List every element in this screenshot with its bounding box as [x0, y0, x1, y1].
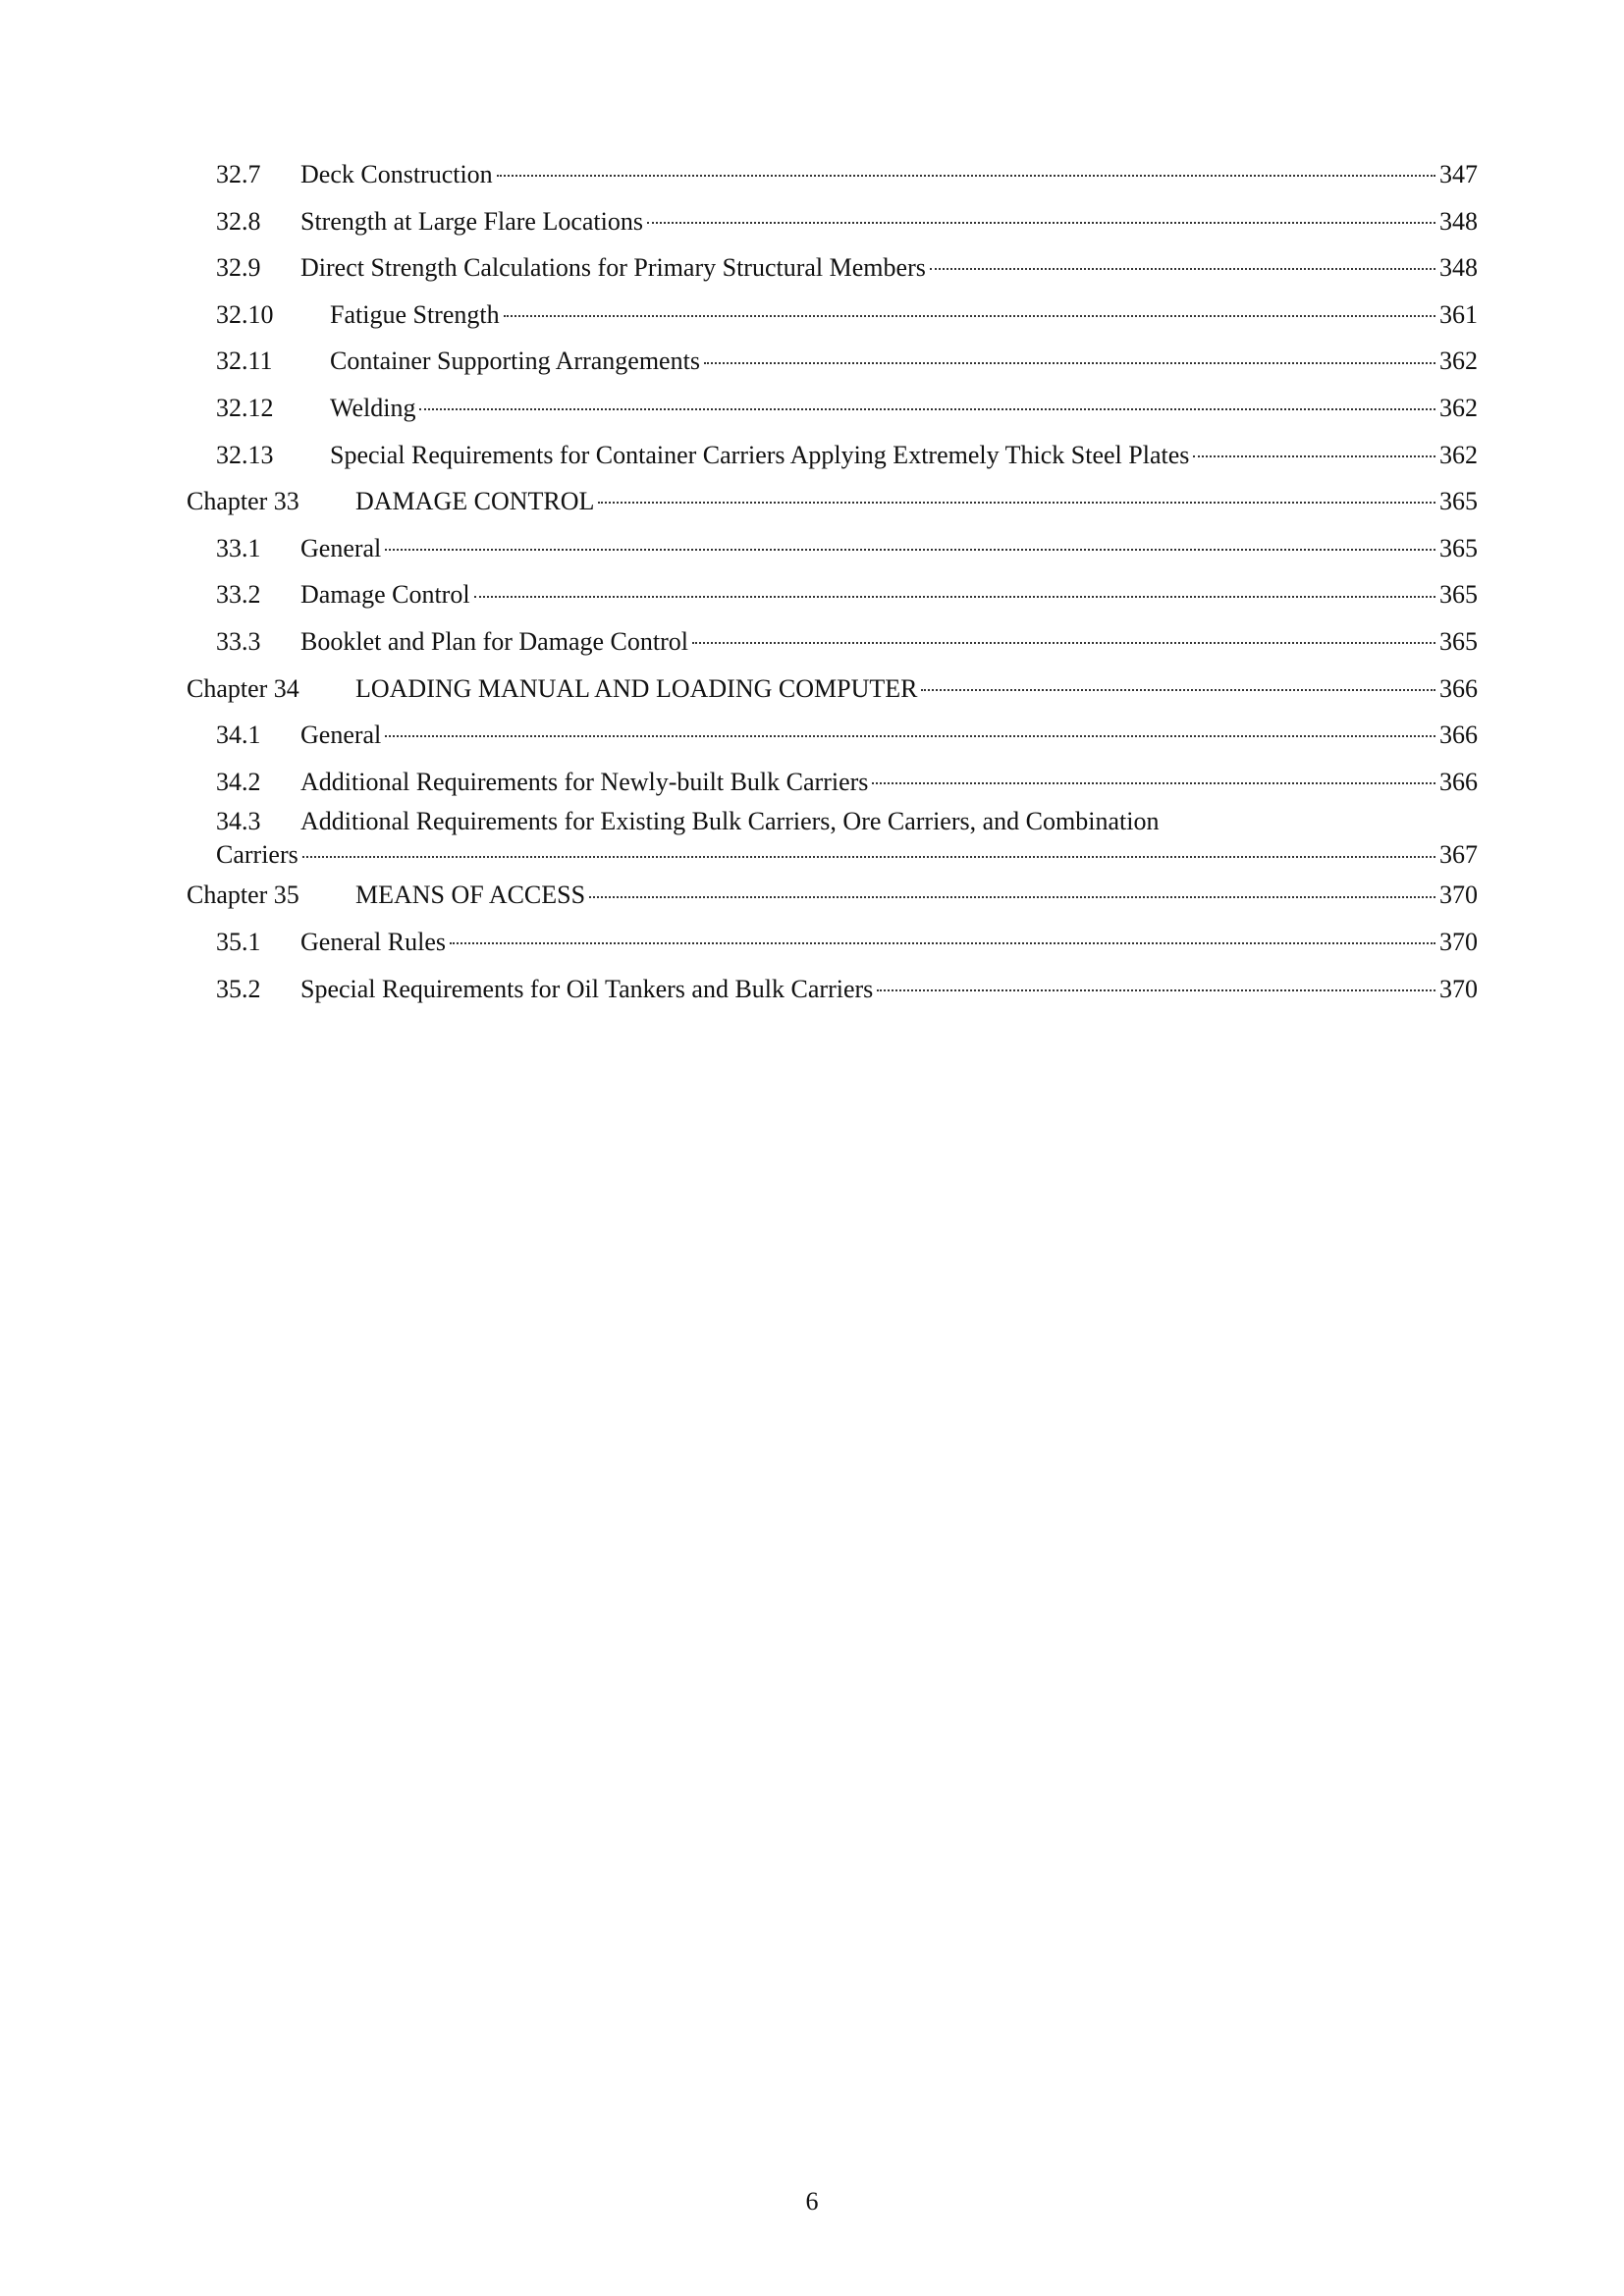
toc-entry[interactable] — [187, 432, 1478, 479]
section-number: 33.1 — [216, 533, 261, 562]
toc-entry[interactable] — [187, 385, 1478, 432]
table-of-contents — [187, 151, 1478, 1012]
section-number: 32.12 — [216, 393, 274, 422]
section-title: General Rules — [300, 927, 447, 956]
chapter-number: Chapter 34 — [187, 673, 299, 703]
page-ref: 348 — [1439, 253, 1478, 283]
section-title: Special Requirements for Oil Tankers and Bulk Carriers — [300, 974, 874, 1003]
dot-leader — [497, 174, 1435, 177]
toc-entry[interactable] — [187, 618, 1478, 666]
toc-entry[interactable] — [187, 244, 1478, 292]
toc-entry[interactable] — [187, 525, 1478, 572]
section-number: 32.13 — [216, 440, 274, 469]
section-title: General — [300, 721, 382, 750]
section-title: Additional Requirements for Newly-built Bulk Carriers — [300, 767, 869, 796]
section-number: 32.7 — [216, 160, 261, 188]
chapter-number: Chapter 35 — [187, 881, 299, 910]
dot-leader — [647, 221, 1435, 224]
section-title: Fatigue Strength — [330, 299, 500, 329]
page-ref: 366 — [1439, 673, 1478, 703]
section-number: 33.2 — [216, 580, 261, 610]
page-ref: 362 — [1439, 393, 1478, 422]
page-ref: 370 — [1439, 927, 1478, 956]
toc-entry[interactable] — [187, 966, 1478, 1013]
dot-leader — [877, 988, 1435, 991]
page-ref: 347 — [1439, 160, 1478, 188]
section-title: Damage Control — [300, 580, 470, 610]
page-ref: 365 — [1439, 533, 1478, 562]
dot-leader — [474, 595, 1435, 598]
section-number: 32.11 — [216, 347, 273, 376]
dot-leader — [598, 501, 1435, 504]
chapter-title: MEANS OF ACCESS — [355, 881, 586, 910]
page-number: 6 — [805, 2187, 819, 2216]
dot-leader — [1193, 454, 1435, 457]
page-ref: 367 — [1439, 840, 1478, 870]
toc-entry[interactable] — [187, 712, 1478, 759]
toc-entry[interactable] — [187, 759, 1478, 806]
chapter-title: LOADING MANUAL AND LOADING COMPUTER — [355, 673, 918, 703]
dot-leader — [504, 314, 1435, 317]
page-ref: 366 — [1439, 721, 1478, 750]
page-ref: 362 — [1439, 440, 1478, 469]
dot-leader — [692, 641, 1435, 644]
section-title: Strength at Large Flare Locations — [300, 206, 643, 236]
section-title: Special Requirements for Container Carriers Applying Extremely Thick Steel Plates — [330, 440, 1190, 469]
toc-entry[interactable] — [187, 338, 1478, 385]
toc-entry[interactable] — [187, 151, 1478, 198]
section-title: Welding — [330, 393, 416, 422]
section-number: 34.3 — [216, 807, 261, 836]
section-number: 35.1 — [216, 927, 261, 956]
page-ref: 362 — [1439, 347, 1478, 376]
section-number: 35.2 — [216, 974, 261, 1003]
toc-entry[interactable] — [187, 919, 1478, 966]
dot-leader — [872, 781, 1435, 784]
toc-chapter-entry[interactable] — [187, 872, 1478, 919]
toc-entry[interactable] — [187, 292, 1478, 339]
page-ref: 348 — [1439, 206, 1478, 236]
page-ref: 365 — [1439, 580, 1478, 610]
dot-leader — [589, 895, 1435, 898]
section-title-continued: Carriers — [216, 840, 298, 870]
dot-leader — [385, 548, 1435, 551]
section-number: 32.9 — [216, 253, 261, 283]
dot-leader — [450, 941, 1435, 944]
toc-entry[interactable] — [187, 571, 1478, 618]
toc-entry[interactable] — [187, 198, 1478, 245]
section-number: 33.3 — [216, 626, 261, 656]
section-number: 32.8 — [216, 206, 261, 236]
section-title: Deck Construction — [300, 160, 493, 188]
section-title: General — [300, 533, 382, 562]
page-ref: 365 — [1439, 487, 1478, 516]
section-title: Container Supporting Arrangements — [330, 347, 700, 376]
toc-chapter-entry[interactable] — [187, 666, 1478, 713]
dot-leader — [302, 855, 1435, 858]
chapter-title: DAMAGE CONTROL — [355, 487, 595, 516]
page-ref: 370 — [1439, 881, 1478, 910]
section-number: 34.1 — [216, 721, 261, 750]
section-title: Booklet and Plan for Damage Control — [300, 626, 688, 656]
toc-entry[interactable] — [187, 805, 1478, 872]
dot-leader — [930, 267, 1435, 270]
toc-chapter-entry[interactable] — [187, 478, 1478, 525]
dot-leader — [704, 361, 1435, 364]
section-number: 34.2 — [216, 767, 261, 796]
dot-leader — [921, 688, 1435, 691]
dot-leader — [419, 407, 1435, 410]
page-ref: 370 — [1439, 974, 1478, 1003]
chapter-number: Chapter 33 — [187, 487, 299, 516]
page-ref: 365 — [1439, 626, 1478, 656]
section-title: Direct Strength Calculations for Primary Structural Members — [300, 253, 926, 283]
section-number: 32.10 — [216, 299, 274, 329]
section-title: Additional Requirements for Existing Bulk Carriers, Ore Carriers, and Combination — [300, 807, 1160, 836]
dot-leader — [385, 734, 1435, 737]
page-ref: 361 — [1439, 299, 1478, 329]
page-ref: 366 — [1439, 767, 1478, 796]
